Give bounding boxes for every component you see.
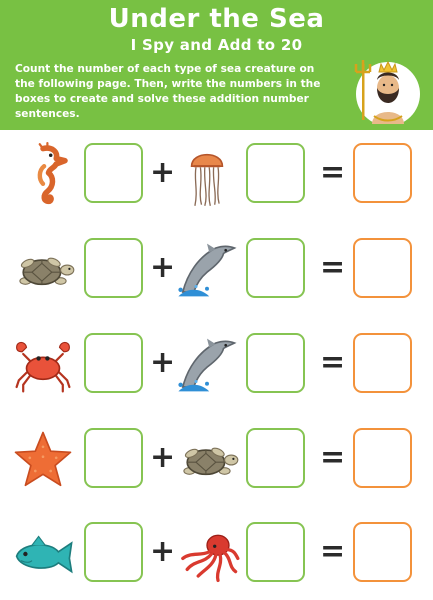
- answer-box[interactable]: [353, 333, 412, 393]
- first-addend-box[interactable]: [84, 522, 143, 582]
- plus-sign: +: [150, 534, 176, 569]
- dolphin-icon: [174, 237, 240, 303]
- equals-sign: =: [320, 440, 346, 475]
- answer-box[interactable]: [353, 428, 412, 488]
- turtle-icon: [10, 237, 76, 303]
- page-subtitle: I Spy and Add to 20: [130, 36, 303, 54]
- answer-box[interactable]: [353, 522, 412, 582]
- equals-sign: =: [320, 155, 346, 190]
- second-addend-box[interactable]: [246, 333, 305, 393]
- equation-row-3: [0, 332, 433, 398]
- equals-sign: =: [320, 250, 346, 285]
- plus-sign: +: [150, 155, 176, 190]
- dolphin-icon: [174, 332, 240, 398]
- second-addend-box[interactable]: [246, 143, 305, 203]
- seahorse-icon: [10, 142, 76, 208]
- plus-sign: +: [150, 345, 176, 380]
- turtle-icon: [174, 427, 240, 493]
- equals-sign: =: [320, 345, 346, 380]
- plus-sign: +: [150, 440, 176, 475]
- first-addend-box[interactable]: [84, 238, 143, 298]
- equation-row-4: [0, 427, 433, 493]
- page-title: Under the Sea: [108, 4, 325, 34]
- crab-icon: [10, 332, 76, 398]
- answer-box[interactable]: [353, 143, 412, 203]
- answer-box[interactable]: [353, 238, 412, 298]
- equation-row-1: [0, 142, 433, 208]
- first-addend-box[interactable]: [84, 143, 143, 203]
- jellyfish-icon: [174, 142, 240, 208]
- second-addend-box[interactable]: [246, 238, 305, 298]
- first-addend-box[interactable]: [84, 428, 143, 488]
- equation-row-5: [0, 521, 433, 587]
- first-addend-box[interactable]: [84, 333, 143, 393]
- second-addend-box[interactable]: [246, 428, 305, 488]
- equals-sign: =: [320, 534, 346, 569]
- second-addend-box[interactable]: [246, 522, 305, 582]
- starfish-icon: [10, 427, 76, 493]
- king-neptune-icon: [348, 58, 422, 124]
- instructions-text: Count the number of each type of sea creature on the following page. Then, write the numbers in the boxes to create and solve these addition number sentences.: [15, 63, 321, 120]
- plus-sign: +: [150, 250, 176, 285]
- header-banner: [0, 0, 433, 130]
- octopus-icon: [174, 521, 240, 587]
- equation-row-2: [0, 237, 433, 303]
- fish-icon: [10, 521, 76, 587]
